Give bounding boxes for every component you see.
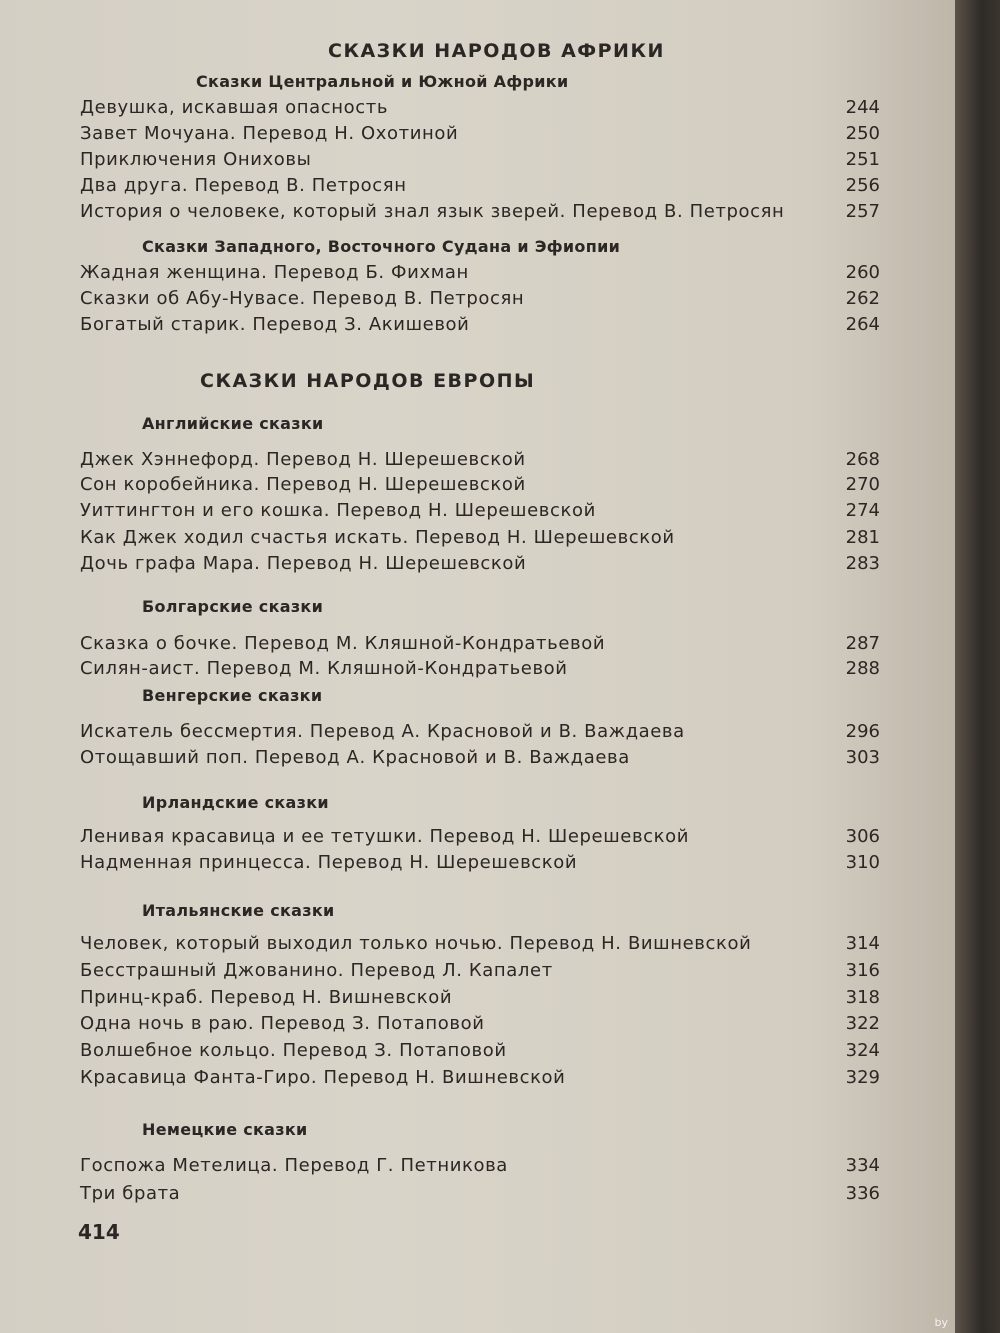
entry-page: 322 [845, 1013, 880, 1034]
entry-title: Девушка, искавшая опасность [80, 97, 389, 118]
entry-title: Богатый старик. Перевод З. Акишевой [80, 314, 470, 335]
entry-page: 296 [845, 721, 880, 742]
toc-entry[interactable] [80, 1040, 880, 1064]
toc-entry[interactable] [80, 97, 880, 121]
entry-title: Жадная женщина. Перевод Б. Фихман [80, 262, 469, 283]
toc-entry[interactable] [80, 500, 880, 524]
toc-entry[interactable] [80, 933, 880, 957]
entry-title: Сказка о бочке. Перевод М. Кляшной-Кондратьевой [80, 633, 606, 654]
toc-entry[interactable] [80, 123, 880, 147]
entry-page: 318 [845, 987, 880, 1008]
toc-entry[interactable] [80, 747, 880, 771]
entry-page: 314 [845, 933, 880, 954]
entry-page: 250 [845, 123, 880, 144]
toc-entry[interactable] [80, 149, 880, 173]
entry-page: 287 [845, 633, 880, 654]
page-number: 414 [78, 1220, 120, 1244]
toc-entry[interactable] [80, 262, 880, 286]
group-title-italian: Итальянские сказки [142, 901, 335, 920]
entry-page: 268 [845, 449, 880, 470]
entry-title: Сон коробейника. Перевод Н. Шерешевской [80, 474, 526, 495]
toc-entry[interactable] [80, 721, 880, 745]
entry-page: 270 [845, 474, 880, 495]
entry-page: 281 [845, 527, 880, 548]
entry-title: Сказки об Абу-Нувасе. Перевод В. Петросян [80, 288, 525, 309]
toc-entry[interactable] [80, 474, 880, 498]
toc-entry[interactable] [80, 288, 880, 312]
entry-page: 316 [845, 960, 880, 981]
toc-entry[interactable] [80, 1067, 880, 1091]
toc-entry[interactable] [80, 826, 880, 850]
entry-page: 306 [845, 826, 880, 847]
section-title-europe: СКАЗКИ НАРОДОВ ЕВРОПЫ [200, 370, 536, 392]
entry-title: Силян-аист. Перевод М. Кляшной-Кондратьевой [80, 658, 568, 679]
entry-title: Красавица Фанта-Гиро. Перевод Н. Вишневской [80, 1067, 566, 1088]
toc-entry[interactable] [80, 987, 880, 1011]
entry-page: 303 [845, 747, 880, 768]
toc-entry[interactable] [80, 527, 880, 551]
toc-entry[interactable] [80, 960, 880, 984]
entry-title: Приключения Ониховы [80, 149, 312, 170]
entry-page: 264 [845, 314, 880, 335]
entry-page: 274 [845, 500, 880, 521]
book-spine [955, 0, 1000, 1333]
entry-page: 334 [845, 1155, 880, 1176]
entry-page: 256 [845, 175, 880, 196]
toc-entry[interactable] [80, 553, 880, 577]
toc-entry[interactable] [80, 314, 880, 338]
toc-entry[interactable] [80, 201, 880, 225]
group-title-bulgarian: Болгарские сказки [142, 597, 324, 616]
group-title-irish: Ирландские сказки [142, 793, 329, 812]
section-title-africa: СКАЗКИ НАРОДОВ АФРИКИ [328, 40, 665, 62]
entry-page: 288 [845, 658, 880, 679]
entry-title: Госпожа Метелица. Перевод Г. Петникова [80, 1155, 508, 1176]
entry-title: Ленивая красавица и ее тетушки. Перевод Н. Шерешевской [80, 826, 690, 847]
entry-page: 329 [845, 1067, 880, 1088]
entry-title: Волшебное кольцо. Перевод З. Потаповой [80, 1040, 507, 1061]
entry-title: Одна ночь в раю. Перевод З. Потаповой [80, 1013, 485, 1034]
entry-page: 310 [845, 852, 880, 873]
group-title-hungarian: Венгерские сказки [142, 686, 323, 705]
entry-page: 262 [845, 288, 880, 309]
entry-title: Бесстрашный Джованино. Перевод Л. Капалет [80, 960, 553, 981]
entry-title: История о человеке, который знал язык зверей. Перевод В. Петросян [80, 201, 785, 222]
toc-entry[interactable] [80, 658, 880, 682]
entry-title: Уиттингтон и его кошка. Перевод Н. Шерешевской [80, 500, 596, 521]
group-title-sudan-ethiopia: Сказки Западного, Восточного Судана и Эфиопии [142, 237, 621, 256]
entry-title: Три брата [80, 1183, 181, 1204]
entry-page: 260 [845, 262, 880, 283]
group-title-english: Английские сказки [142, 414, 324, 433]
entry-title: Завет Мочуана. Перевод Н. Охотиной [80, 123, 459, 144]
entry-title: Дочь графа Мара. Перевод Н. Шерешевской [80, 553, 527, 574]
entry-page: 257 [845, 201, 880, 222]
entry-title: Принц-краб. Перевод Н. Вишневской [80, 987, 453, 1008]
toc-entry[interactable] [80, 449, 880, 473]
watermark: by [934, 1316, 948, 1329]
group-title-central-south-africa: Сказки Центральной и Южной Африки [196, 72, 569, 91]
entry-title: Искатель бессмертия. Перевод А. Красновой и В. Важдаева [80, 721, 685, 742]
entry-title: Как Джек ходил счастья искать. Перевод Н. Шерешевской [80, 527, 675, 548]
entry-title: Два друга. Перевод В. Петросян [80, 175, 407, 196]
entry-page: 324 [845, 1040, 880, 1061]
entry-page: 244 [845, 97, 880, 118]
group-title-german: Немецкие сказки [142, 1120, 308, 1139]
entry-title: Человек, который выходил только ночью. Перевод Н. Вишневской [80, 933, 752, 954]
toc-entry[interactable] [80, 1183, 880, 1207]
entry-page: 251 [845, 149, 880, 170]
toc-entry[interactable] [80, 175, 880, 199]
toc-entry[interactable] [80, 1155, 880, 1179]
entry-title: Надменная принцесса. Перевод Н. Шерешевской [80, 852, 578, 873]
entry-title: Джек Хэннефорд. Перевод Н. Шерешевской [80, 449, 526, 470]
toc-entry[interactable] [80, 633, 880, 657]
entry-title: Отощавший поп. Перевод А. Красновой и В. Важдаева [80, 747, 630, 768]
entry-page: 336 [845, 1183, 880, 1204]
toc-entry[interactable] [80, 1013, 880, 1037]
entry-page: 283 [845, 553, 880, 574]
toc-entry[interactable] [80, 852, 880, 876]
